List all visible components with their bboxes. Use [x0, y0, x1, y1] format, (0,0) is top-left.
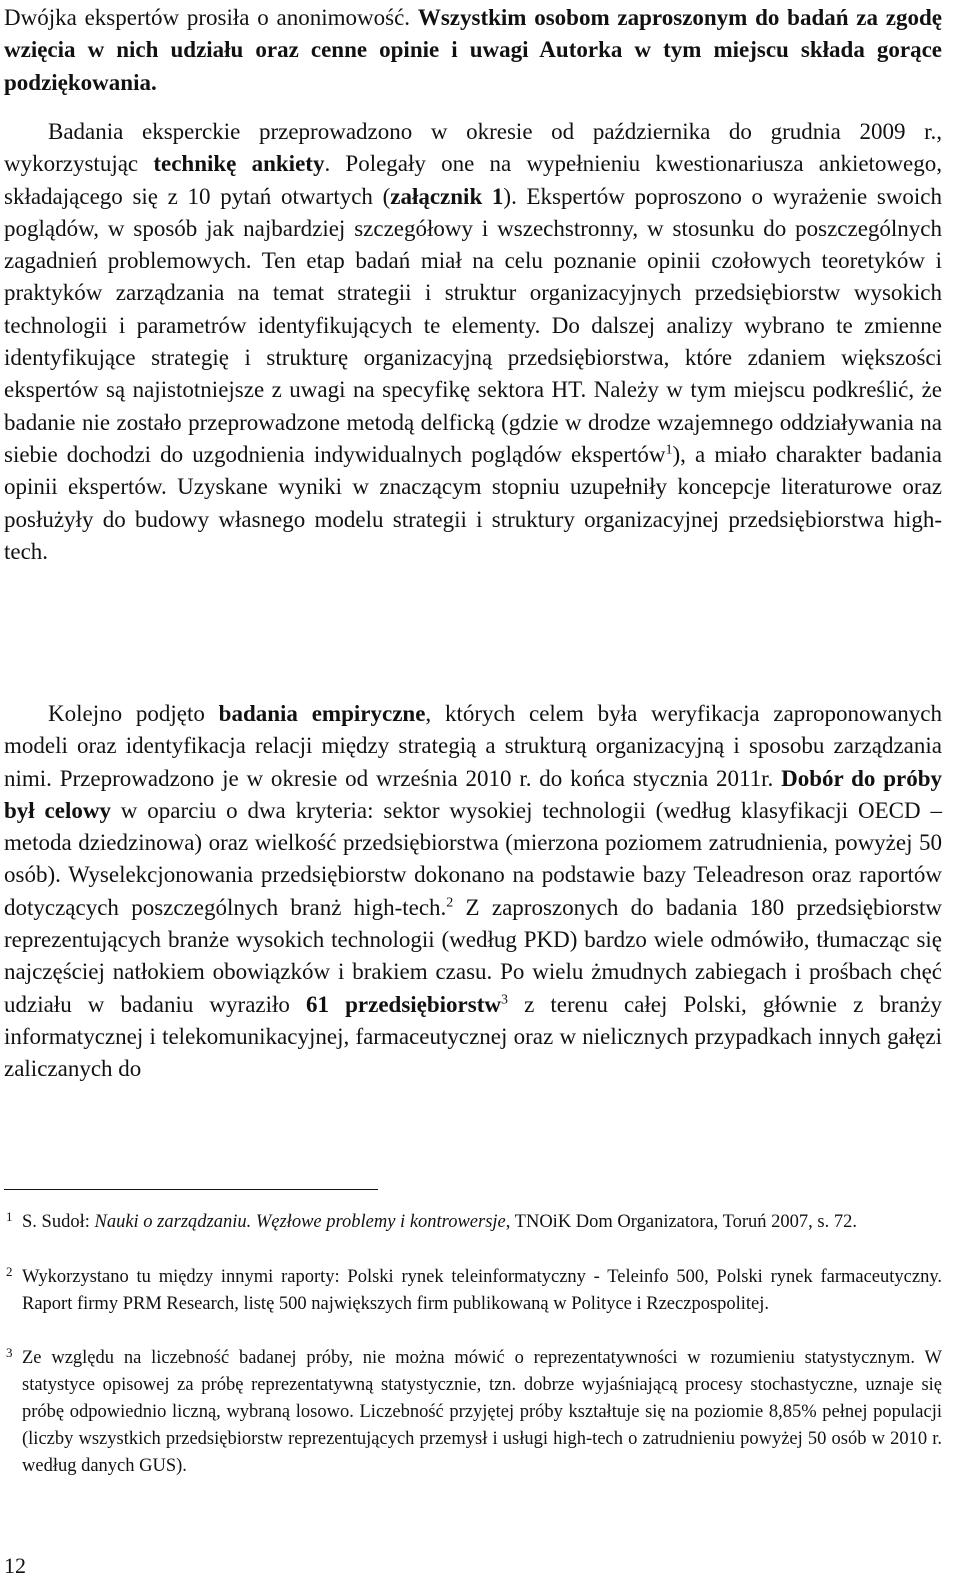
bold-text: 61 przedsiębiorstw: [306, 991, 501, 1017]
footnote-separator: [4, 1189, 378, 1190]
bold-text: załącznik 1: [390, 183, 504, 209]
paragraph-acknowledgements: [4, 2, 942, 99]
footnote-reference: 3: [501, 992, 508, 1008]
footnote-text: [22, 1345, 942, 1480]
footnote-number: 1: [6, 1209, 13, 1224]
bold-text: badania empiryczne: [218, 701, 426, 726]
text-run: Wykorzystano tu między innymi raporty: Polski rynek teleinformatyczny - Teleinfo 500, Polski rynek farmaceutyczny. Raport firmy PRM Research, listę 500 największych firm publikowaną w Polityce i Rzeczpospolitej.: [22, 1267, 942, 1314]
footnote-3: [4, 1345, 942, 1480]
text-run: Ze względu na liczebność badanej próby, nie można mówić o reprezentatywności w rozumieniu statystycznym. W statystyce opisowej za próbę reprezentatywną statystycznie, tzn. dobrze wyjaśniającą procesy stochastyczne, uznaje się próbę odpowiednio liczną, wybraną losowo. Liczebność przyjętej próby kształtuje się na poziomie 8,85% pełnej populacji (liczby wszystkich przedsiębiorstw reprezentujących przemysł i usługi high-tech o zatrudnieniu powyżej 50 osób w 2010 r. według danych GUS).: [22, 1348, 942, 1476]
footnote-reference: 1: [665, 442, 673, 458]
footnote-reference: 2: [446, 895, 454, 911]
bold-text: technikę ankiety: [153, 151, 325, 177]
footnote-text: [22, 1209, 942, 1236]
text-run: z terenu całej Polski, głównie z branży informatycznej i telekomunikacyjnej, farmaceutycznej oraz w nielicznych przypadkach innych gałęzi zaliczanych do: [4, 991, 942, 1082]
bold-text: Wszystkim osobom zaproszonym do badań za zgodę wzięcia w nich udziału oraz cenne opinie i uwagi Autorka w tym miejscu składa gorące podziękowania.: [4, 5, 943, 95]
text-run: , TNOiK Dom Organizatora, Toruń 2007, s. 72.: [505, 1212, 857, 1232]
paragraph-expert-research: [4, 116, 942, 568]
footnote-1: [4, 1209, 942, 1236]
footnote-2: [4, 1264, 942, 1318]
footnote-number: 3: [6, 1345, 13, 1360]
footnote-number: 2: [6, 1264, 13, 1279]
text-run: w oparciu o dwa kryteria: sektor wysokiej technologii (według klasyfikacji OECD – metoda dziedzinowa) oraz wielkość przedsiębiorstwa (mierzona poziomem zatrudnienia, powyżej 50 osób). Wyselekcjonowania przedsiębiorstw dokonano na podstawie bazy Teleadreson oraz raportów dotyczących poszczególnych branż high-tech.: [4, 797, 942, 920]
page-number: 12: [4, 1553, 26, 1578]
bold-text: Dobór do próby był celowy: [4, 765, 942, 823]
text-run: , których celem była weryfikacja zaproponowanych modeli oraz identyfikacja relacji między strategią a strukturą organizacyjną i sposobu zarządzania nimi. Przeprowadzono je w okresie od września 2010 r. do końca stycznia 2011r.: [4, 701, 942, 791]
footnote-text: [22, 1264, 942, 1318]
text-run: Z zaproszonych do badania 180 przedsiębiorstw reprezentujących branże wysokich technologii (według PKD) bardzo wiele odmówiło, tłumacząc się najczęściej natłokiem obowiązków i brakiem czasu. Po wielu żmudnych zabiegach i prośbach chęć udziału w badaniu wyraziło: [4, 894, 943, 1017]
text-run: S. Sudoł:: [22, 1212, 95, 1232]
italic-text: Nauki o zarządzaniu. Węzłowe problemy i kontrowersje: [94, 1212, 506, 1232]
text-run: Kolejno podjęto: [48, 701, 219, 726]
text-run: ). Ekspertów poproszono o wyrażenie swoich poglądów, w sposób jak najbardziej szczegółowy i wszechstronny, w stosunku do poszczególnych zagadnień problemowych. Ten etap badań miał na celu poznanie opinii czołowych teoretyków i praktyków zarządzania na temat strategii i struktur organizacyjnych przedsiębiorstw wysokich technologii i parametrów identyfikujących te elementy. Do dalszej analizy wybrano te zmienne identyfikujące strategię i strukturę organizacyjną przedsiębiorstwa, które zdaniem większości ekspertów są najistotniejsze z uwagi na specyfikę sektora HT. Należy w tym miejscu podkreślić, że badanie nie zostało przeprowadzone metodą delficką (gdzie w drodze wzajemnego oddziaływania na siebie dochodzi do uzgodnienia indywidualnych poglądów ekspertów: [4, 183, 942, 467]
paragraph-empirical-research: [4, 698, 942, 1086]
text-run: ), a miało charakter badania opinii ekspertów. Uzyskane wyniki w znaczącym stopniu uzupełniły koncepcje literaturowe oraz posłużyły do budowy własnego modelu strategii i struktury organizacyjnej przedsiębiorstwa high-tech.: [4, 441, 942, 564]
text-run: Dwójka ekspertów prosiła o anonimowość.: [4, 5, 418, 30]
text-run: Badania eksperckie przeprowadzono w okresie od października do grudnia 2009 r., wykorzystując: [4, 119, 942, 177]
text-run: . Polegały one na wypełnieniu kwestionariusza ankietowego, składającego się z 10 pytań otwartych (: [4, 151, 943, 209]
